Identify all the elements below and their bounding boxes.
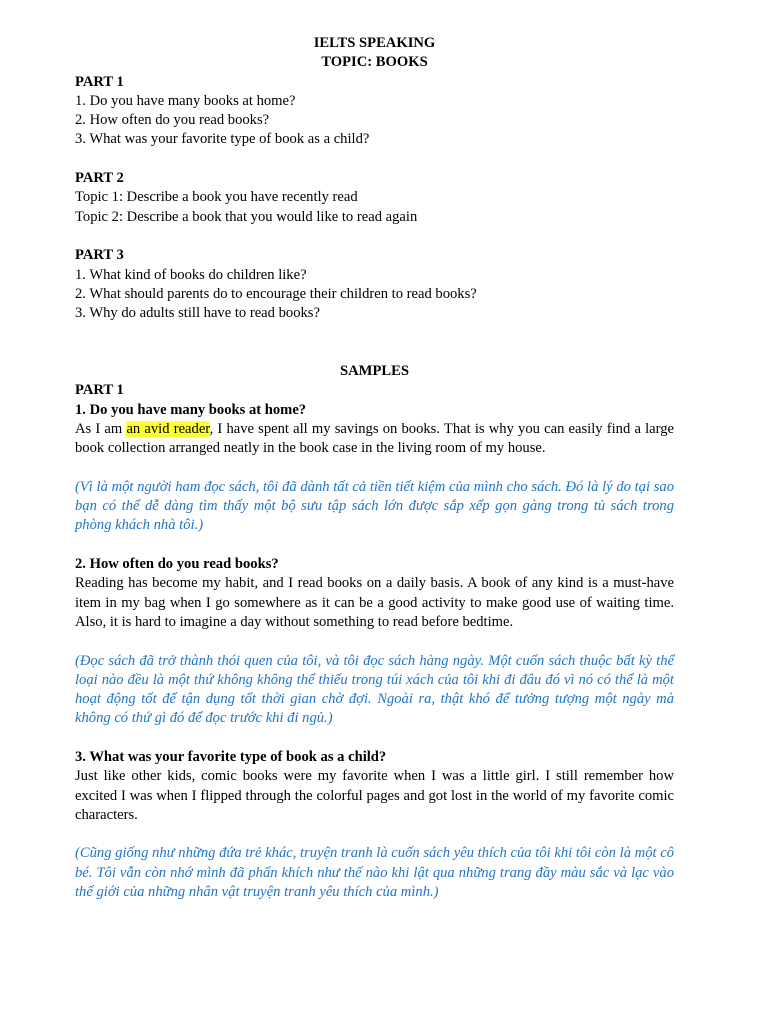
spacer [75,227,674,246]
samples-part1-heading: PART 1 [75,382,124,399]
part3-heading: PART 3 [75,247,124,264]
spacer [75,459,674,478]
spacer [75,825,674,844]
document-topic: TOPIC: BOOKS [321,54,428,71]
spacer [75,536,674,555]
document-title: IELTS SPEAKING [313,35,436,51]
sample-answer-2: Reading has become my habit, and I read books on a daily basis. A book of any kind is a must-have item in my bag when I go somewhere as it can be a good activity to make good use of waiting time. Also, it is hard to imagine a day without something to read before bedtime. [75,575,674,630]
sample-question-1: 1. Do you have many books at home? [75,401,307,418]
sample-question-2: 2. How often do you read books? [75,556,279,573]
sample-translation-2: (Đọc sách đã trở thành thói quen của tôi, và tôi đọc sách hàng ngày. Một cuốn sách thuộc bất kỳ thể loại nào đều là một thứ không không thể thiếu trong túi xách của tôi khi đi đâu đó vì nó có thể là một hoạt động tốt để tận dụng tốt thời gian chờ đợi. Ngoài ra, thật khó để tưởng tượng một ngày mà không có thứ gì đó để đọc trước khi đi ngủ.) [75,652,674,727]
part3-question: 3. Why do adults still have to read books? [75,305,320,322]
part2-topic: Topic 2: Describe a book that you would like to read again [75,208,418,225]
part3-question: 1. What kind of books do children like? [75,266,307,283]
sample-translation-3: (Cũng giống như những đứa trẻ khác, truyện tranh là cuốn sách yêu thích của tôi khi tôi còn là một cô bé. Tôi vẫn còn nhớ mình đã phấn khích như thế nào khi lật qua những trang đầy màu sắc và lạc vào thế giới của những nhân vật truyện tranh yêu thích của mình.) [75,845,674,901]
part1-question: 2. How often do you read books? [75,112,270,129]
part2-topic: Topic 1: Describe a book you have recently read [75,189,358,206]
answer-text: As I am [75,420,127,437]
sample-question-3: 3. What was your favorite type of book as a child? [75,748,387,765]
sample-answer-1 [75,420,674,459]
document-page [75,34,674,902]
answer-text: , I have spent all my savings on books. That is why you can easily find a large book collection arranged neatly in the book case in the living room of my house. [75,420,675,457]
sample-answer-3: Just like other kids, comic books were my favorite when I was a little girl. I still remember how excited I was when I flipped through the colorful pages and got lost in the world of my favorite comic characters. [75,768,674,823]
sample-translation-1: (Vì là một người ham đọc sách, tôi đã dành tất cả tiền tiết kiệm của mình cho sách. Đó là lý do tại sao bạn có thể dễ dàng tìm thấy một bộ sưu tập sách lớn được sắp xếp gọn gàng trong tủ sách trong phòng khách nhà tôi.) [75,478,674,534]
samples-heading: SAMPLES [340,363,409,380]
part2-heading: PART 2 [75,170,124,187]
part1-question: 3. What was your favorite type of book as a child? [75,131,370,148]
spacer [75,632,674,651]
highlighted-phrase: an avid reader [126,420,210,437]
part1-question: 1. Do you have many books at home? [75,92,296,109]
spacer [75,323,674,362]
spacer [75,150,674,169]
part3-question: 2. What should parents do to encourage their children to read books? [75,285,477,302]
spacer [75,729,674,748]
part1-heading: PART 1 [75,73,124,90]
